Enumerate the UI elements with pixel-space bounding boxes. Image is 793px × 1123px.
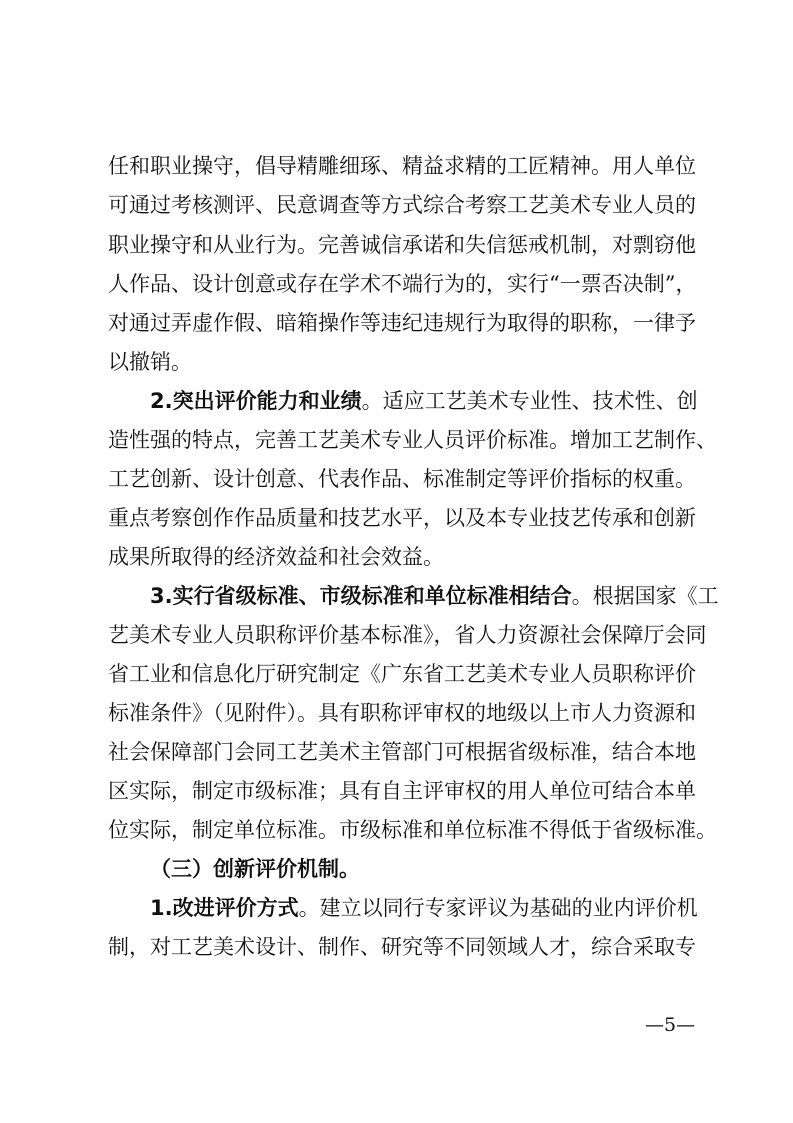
para3-line-6: 区实际，制定市级标准；具有自主评审权的用人单位可结合本单	[108, 779, 696, 803]
para1-line-3: 职业操守和从业行为。完善诚信承诺和失信惩戒机制，对剽窃他	[108, 233, 696, 257]
para2-line-2: 造性强的特点，完善工艺美术专业人员评价标准。增加工艺制作、	[108, 428, 717, 452]
para3-line-1	[150, 577, 719, 615]
para4-first-line-rest: 。建立以同行专家评议为基础的业内评价机	[298, 896, 698, 920]
para3-line-4: 标准条件》（见附件）。具有职称评审权的地级以上市人力资源和	[108, 701, 696, 725]
para3-line-2: 艺美术专业人员职称评价基本标准》，省人力资源社会保障厅会同	[108, 623, 707, 647]
para2-first-line-rest: 。适应工艺美术专业性、技术性、创	[361, 389, 698, 413]
page-number: —5—	[645, 1014, 696, 1036]
para4-line-1	[150, 889, 698, 927]
para2-heading: 2.突出评价能力和业绩	[150, 389, 362, 413]
para2-line-3: 工艺创新、设计创意、代表作品、标准制定等评价指标的权重。	[108, 467, 696, 491]
para2-line-4: 重点考察创作作品质量和技艺水平，以及本专业技艺传承和创新	[108, 506, 696, 530]
para3-line-3: 省工业和信息化厅研究制定《广东省工艺美术专业人员职称评价	[108, 662, 696, 686]
para1-line-6: 以撤销。	[108, 350, 192, 374]
para3-first-line-rest: 。根据国家《工	[571, 584, 719, 608]
section-heading: （三）创新评价机制。	[150, 857, 360, 881]
para2-line-1	[150, 382, 698, 420]
para3-heading: 3.实行省级标准、市级标准和单位标准相结合	[150, 584, 572, 608]
para4-heading: 1.改进评价方式	[150, 896, 299, 920]
para1-line-2: 可通过考核测评、民意调查等方式综合考察工艺美术专业人员的	[108, 193, 696, 217]
para4-line-2: 制，对工艺美术设计、制作、研究等不同领域人才，综合采取专	[108, 935, 696, 959]
para1-line-1: 任和职业操守，倡导精雕细琢、精益求精的工匠精神。用人单位	[108, 154, 696, 178]
para2-line-5: 成果所取得的经济效益和社会效益。	[108, 545, 444, 569]
para3-line-5: 社会保障部门会同工艺美术主管部门可根据省级标准，结合本地	[108, 740, 696, 764]
para1-line-4: 人作品、设计创意或存在学术不端行为的，实行“一票否决制”，	[108, 272, 697, 296]
para3-line-7: 位实际，制定单位标准。市级标准和单位标准不得低于省级标准。	[108, 818, 717, 842]
para1-line-5: 对通过弄虚作假、暗箱操作等违纪违规行为取得的职称，一律予	[108, 311, 696, 335]
